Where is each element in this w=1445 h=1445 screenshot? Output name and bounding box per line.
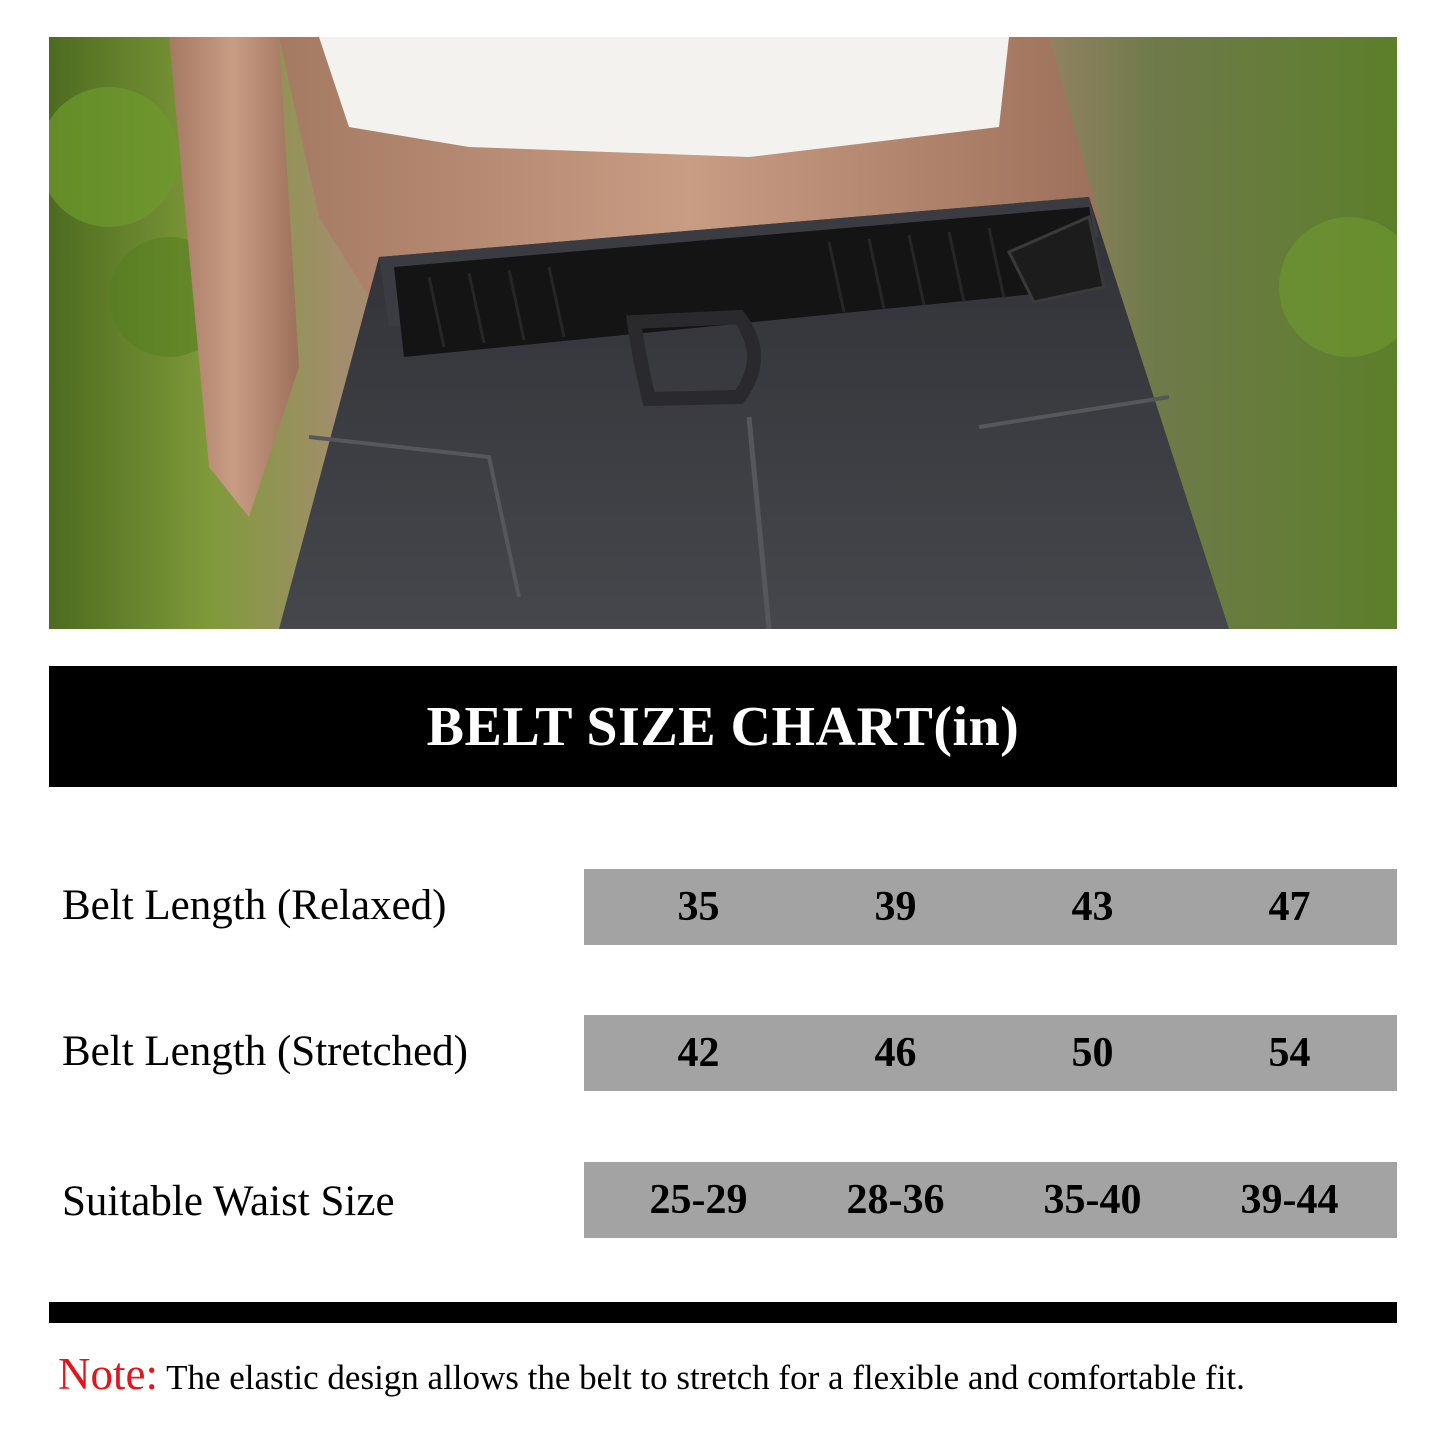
note-label: Note:	[58, 1349, 158, 1399]
row-label-relaxed: Belt Length (Relaxed)	[62, 882, 447, 929]
value-cell: 28-36	[846, 1177, 945, 1223]
value-cell: 50	[1071, 1030, 1114, 1076]
value-cell: 46	[874, 1030, 917, 1076]
row-values-stretched	[584, 1015, 1397, 1091]
value-cell: 39	[874, 884, 917, 930]
value-cell: 25-29	[649, 1177, 748, 1223]
row-label-waist: Suitable Waist Size	[62, 1178, 395, 1225]
chart-title-band	[49, 666, 1397, 787]
value-cell: 43	[1071, 884, 1114, 930]
row-values-relaxed	[584, 869, 1397, 945]
value-cell: 54	[1268, 1030, 1311, 1076]
note-text: The elastic design allows the belt to stretch for a flexible and comfortable fit.	[157, 1358, 1245, 1397]
divider-bar	[49, 1302, 1397, 1323]
note	[58, 1349, 1245, 1399]
value-cell: 35-40	[1043, 1177, 1142, 1223]
product-photo	[49, 37, 1397, 629]
row-values-waist	[584, 1162, 1397, 1238]
chart-title: BELT SIZE CHART(in)	[426, 695, 1020, 758]
belt-model-image	[49, 37, 1397, 629]
value-cell: 47	[1268, 884, 1311, 930]
value-cell: 35	[677, 884, 720, 930]
value-cell: 42	[677, 1030, 720, 1076]
row-label-stretched: Belt Length (Stretched)	[62, 1028, 468, 1075]
value-cell: 39-44	[1240, 1177, 1339, 1223]
